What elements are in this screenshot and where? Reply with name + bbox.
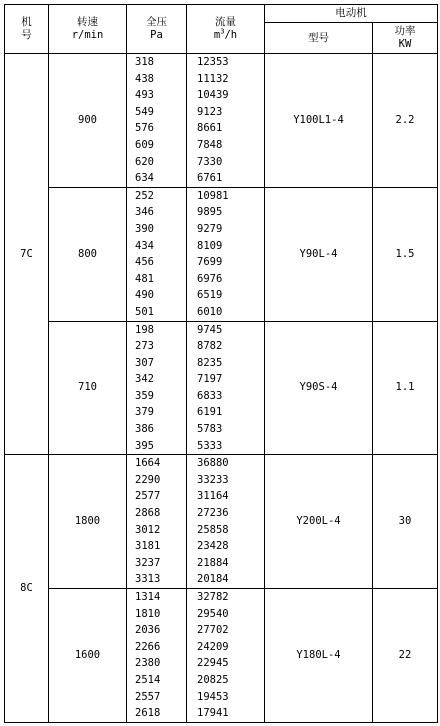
pressure-list (127, 455, 186, 588)
header-speed (49, 5, 127, 54)
flow-value: 9123 (197, 105, 223, 118)
pressure-value: 634 (135, 172, 154, 185)
flow-value: 6519 (197, 289, 223, 302)
flow-list (187, 322, 264, 455)
flow-value: 7197 (197, 373, 223, 386)
flow-list (187, 589, 264, 722)
flow-value: 20184 (197, 573, 229, 586)
pressure-value: 2036 (135, 624, 161, 637)
header-flow-label: 流量 (215, 16, 236, 28)
flow-value: 24209 (197, 640, 229, 653)
pressure-value: 2514 (135, 673, 161, 686)
pressure-value: 2557 (135, 690, 161, 703)
flow-cell (187, 54, 265, 188)
model-cell: Y90S-4 (265, 321, 373, 455)
flow-value: 9745 (197, 323, 223, 336)
pressure-value: 198 (135, 323, 154, 336)
pressure-list (127, 322, 186, 455)
fan-spec-table (4, 4, 438, 723)
flow-value: 7699 (197, 256, 223, 269)
pressure-cell (127, 187, 187, 321)
flow-value: 8109 (197, 239, 223, 252)
pressure-value: 549 (135, 105, 154, 118)
flow-value: 19453 (197, 690, 229, 703)
model-cell: Y100L1-4 (265, 54, 373, 188)
pressure-value: 3313 (135, 573, 161, 586)
header-motor: 电动机 (265, 5, 438, 23)
pressure-cell (127, 54, 187, 188)
flow-value: 33233 (197, 473, 229, 486)
pressure-value: 1314 (135, 591, 161, 603)
header-machine-no-line1: 机 (21, 16, 32, 28)
model-cell: Y90L-4 (265, 187, 373, 321)
pressure-value: 2577 (135, 490, 161, 503)
header-pressure-unit: Pa (150, 29, 163, 41)
pressure-cell (127, 321, 187, 455)
flow-value: 27702 (197, 624, 229, 637)
header-flow-unit (214, 29, 237, 41)
speed-block-row (5, 455, 438, 589)
pressure-value: 1810 (135, 607, 161, 620)
flow-value: 9279 (197, 222, 223, 235)
pressure-list (127, 54, 186, 187)
pressure-value: 3181 (135, 540, 161, 553)
flow-value: 11132 (197, 72, 229, 85)
flow-list (187, 188, 264, 321)
flow-value: 8661 (197, 122, 223, 135)
flow-value: 10439 (197, 89, 229, 102)
flow-value: 7848 (197, 138, 223, 151)
flow-value: 6976 (197, 272, 223, 285)
flow-cell (187, 187, 265, 321)
flow-value: 12353 (197, 56, 229, 68)
power-cell: 22 (373, 589, 438, 723)
pressure-value: 318 (135, 56, 154, 68)
machine-no-cell: 8C (5, 455, 49, 723)
pressure-list (127, 188, 186, 321)
flow-value: 22945 (197, 657, 229, 670)
flow-list (187, 455, 264, 588)
flow-cell (187, 455, 265, 589)
pressure-value: 438 (135, 72, 154, 85)
header-flow (187, 5, 265, 54)
header-flow-unit-sup: 3 (220, 27, 225, 36)
flow-value: 8782 (197, 340, 223, 353)
header-pressure-label: 全压 (146, 16, 167, 28)
speed-block-row (5, 187, 438, 321)
pressure-value: 307 (135, 356, 154, 369)
pressure-value: 379 (135, 406, 154, 419)
model-cell: Y180L-4 (265, 589, 373, 723)
pressure-value: 2868 (135, 507, 161, 520)
flow-value: 25858 (197, 523, 229, 536)
power-cell: 1.1 (373, 321, 438, 455)
pressure-value: 2266 (135, 640, 161, 653)
pressure-value: 456 (135, 256, 154, 269)
flow-cell (187, 589, 265, 723)
pressure-value: 359 (135, 389, 154, 402)
flow-value: 27236 (197, 507, 229, 520)
pressure-value: 620 (135, 155, 154, 168)
pressure-list (127, 589, 186, 722)
flow-value: 32782 (197, 591, 229, 603)
pressure-cell (127, 455, 187, 589)
flow-value: 23428 (197, 540, 229, 553)
flow-value: 20825 (197, 673, 229, 686)
pressure-value: 395 (135, 439, 154, 452)
table-body (5, 54, 438, 723)
header-speed-label: 转速 (77, 16, 98, 28)
header-power (373, 23, 438, 54)
pressure-value: 2618 (135, 707, 161, 720)
pressure-value: 501 (135, 305, 154, 318)
pressure-value: 390 (135, 222, 154, 235)
speed-cell: 800 (49, 187, 127, 321)
flow-value: 29540 (197, 607, 229, 620)
header-flow-unit-base: m (213, 29, 221, 41)
flow-cell (187, 321, 265, 455)
header-model: 型号 (265, 23, 373, 54)
pressure-value: 609 (135, 138, 154, 151)
flow-value: 9895 (197, 206, 223, 219)
speed-cell: 710 (49, 321, 127, 455)
pressure-value: 3237 (135, 556, 161, 569)
pressure-value: 252 (135, 189, 154, 202)
pressure-value: 273 (135, 340, 154, 353)
power-cell: 30 (373, 455, 438, 589)
header-power-unit: KW (398, 38, 412, 50)
flow-value: 31164 (197, 490, 229, 503)
pressure-value: 481 (135, 272, 154, 285)
speed-block-row (5, 321, 438, 455)
speed-cell: 900 (49, 54, 127, 188)
pressure-value: 2380 (135, 657, 161, 670)
pressure-value: 3012 (135, 523, 161, 536)
pressure-value: 2290 (135, 473, 161, 486)
pressure-value: 493 (135, 89, 154, 102)
power-cell: 1.5 (373, 187, 438, 321)
flow-value: 6833 (197, 389, 223, 402)
flow-value: 10981 (197, 189, 229, 202)
pressure-value: 576 (135, 122, 154, 135)
flow-value: 6191 (197, 406, 223, 419)
flow-value: 5333 (197, 439, 223, 452)
flow-value: 7330 (197, 155, 223, 168)
header-speed-unit: r/min (71, 29, 104, 41)
header-flow-unit-tail: /h (224, 29, 238, 41)
header-pressure (127, 5, 187, 54)
pressure-value: 490 (135, 289, 154, 302)
flow-value: 17941 (197, 707, 229, 720)
pressure-value: 342 (135, 373, 154, 386)
speed-block-row (5, 54, 438, 188)
flow-value: 5783 (197, 423, 223, 436)
pressure-value: 434 (135, 239, 154, 252)
pressure-value: 1664 (135, 457, 161, 470)
flow-value: 8235 (197, 356, 223, 369)
power-cell: 2.2 (373, 54, 438, 188)
machine-no-cell: 7C (5, 54, 49, 455)
header-power-label: 功率 (394, 25, 416, 37)
flow-value: 6761 (197, 172, 223, 185)
speed-cell: 1800 (49, 455, 127, 589)
header-machine-no-line2: 号 (21, 29, 32, 41)
speed-block-row (5, 589, 438, 723)
pressure-cell (127, 589, 187, 723)
flow-value: 21884 (197, 556, 229, 569)
pressure-value: 386 (135, 423, 154, 436)
header-machine-no (5, 5, 49, 54)
speed-cell: 1600 (49, 589, 127, 723)
model-cell: Y200L-4 (265, 455, 373, 589)
flow-value: 6010 (197, 305, 223, 318)
flow-list (187, 54, 264, 187)
flow-value: 36880 (197, 457, 229, 470)
pressure-value: 346 (135, 206, 154, 219)
